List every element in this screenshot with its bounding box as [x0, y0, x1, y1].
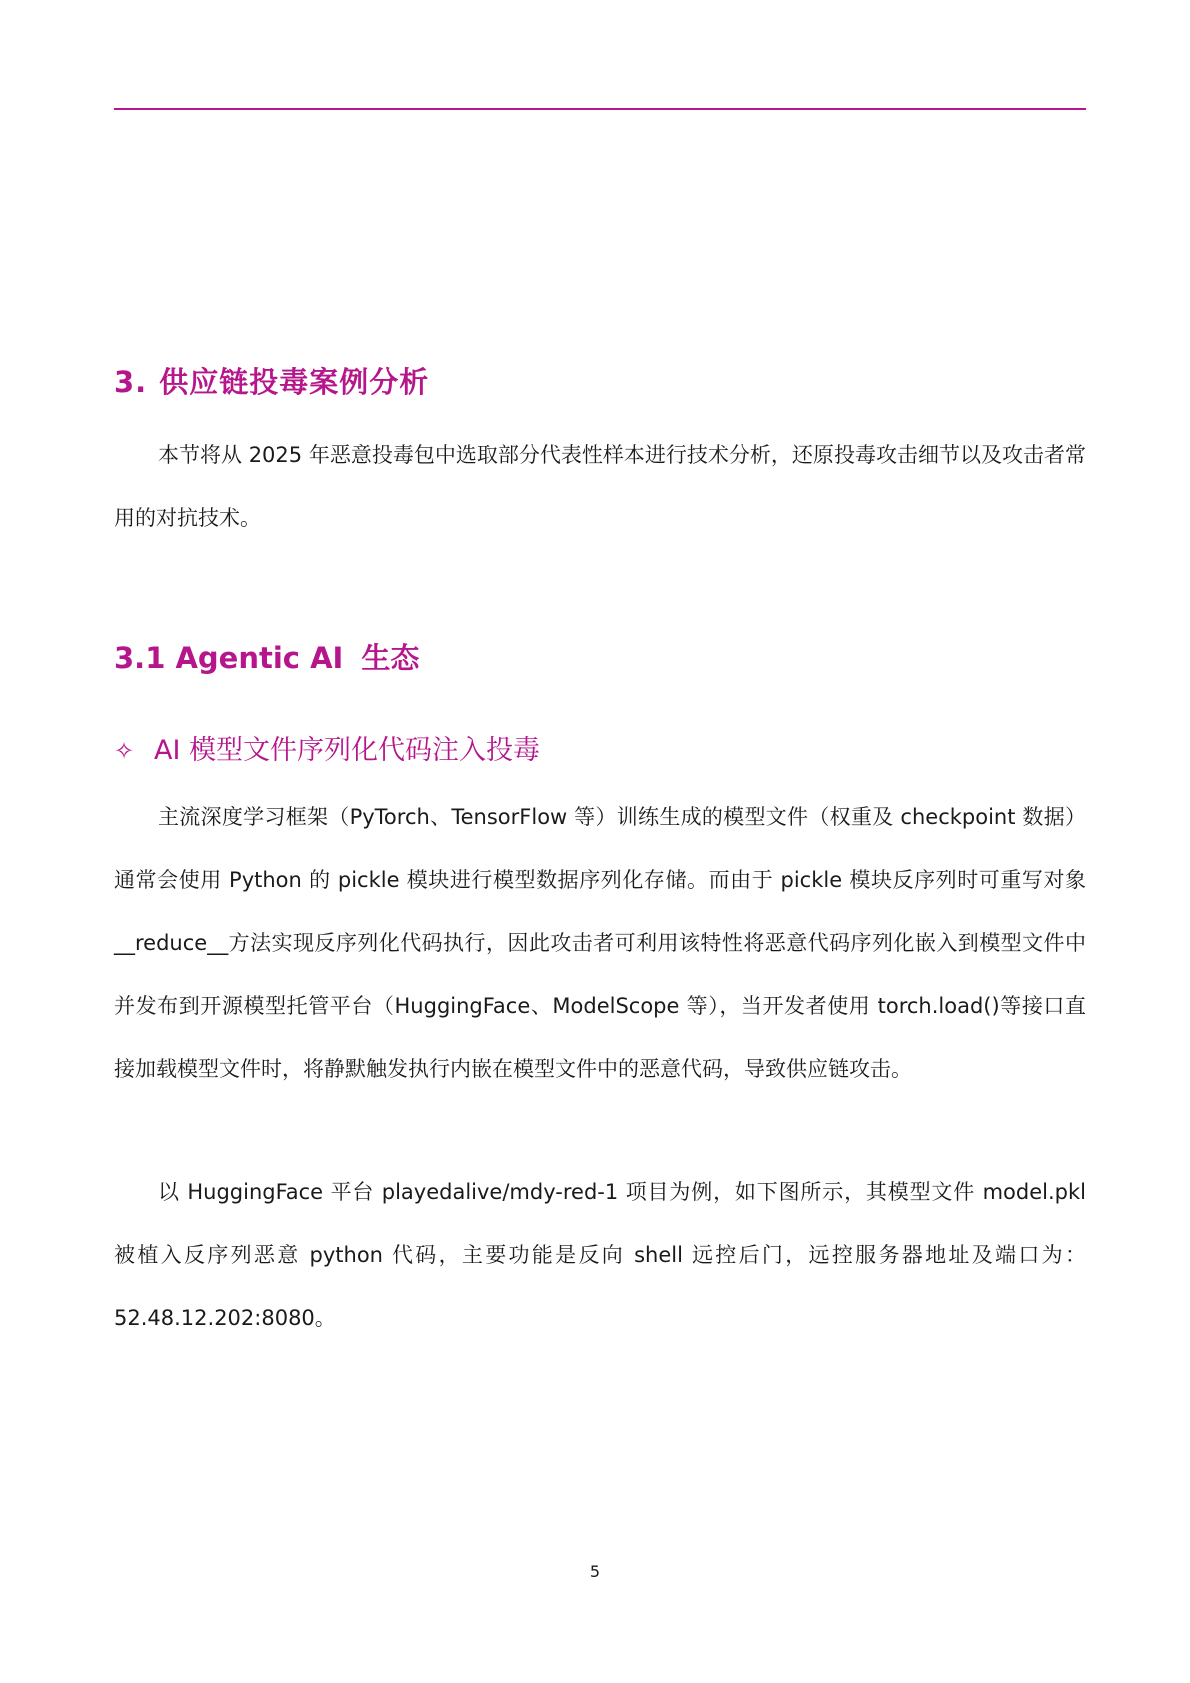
topic-heading — [114, 728, 540, 767]
section-heading — [114, 360, 429, 401]
body-paragraph-example: 以 HuggingFace 平台 playedalive/mdy-red-1 项目为例，如下图所示，其模型文件 model.pkl 被植入反序列恶意 python 代码，主要功能是反向 shell 远控后门，远控服务器地址及端口为：52.48.12.202:8080。 — [114, 1180, 1086, 1330]
header-rule — [114, 108, 1086, 110]
subsection-heading — [114, 636, 419, 677]
subsection-title-suffix: 生态 — [361, 641, 420, 675]
subsection-title: Agentic AI — [175, 641, 344, 675]
section-number: 3. — [114, 365, 148, 399]
page-number: 5 — [589, 1562, 601, 1581]
section-intro-paragraph: 本节将从 2025 年恶意投毒包中选取部分代表性样本进行技术分析，还原投毒攻击细节以及攻击者常用的对抗技术。 — [114, 443, 1086, 530]
body-paragraph-pickle: 主流深度学习框架（PyTorch、TensorFlow 等）训练生成的模型文件（权重及 checkpoint 数据）通常会使用 Python 的 pickle 模块进行模型数据序列化存储。而由于 pickle 模块反序列时可重写对象__reduce__方法实现反序列化代码执行，因此攻击者可利用该特性将恶意代码序列化嵌入到模型文件中并发布到开源模型托管平台（HuggingFace、ModelScope 等），当开发者使用 torch.load()等接口直接加载模型文件时，将静默触发执行内嵌在模型文件中的恶意代码，导致供应链攻击。 — [114, 805, 1086, 1081]
subsection-number: 3.1 — [114, 641, 166, 675]
sparkle-bullet-icon: ✧ — [114, 737, 135, 765]
section-title: 供应链投毒案例分析 — [159, 365, 430, 399]
topic-title: AI 模型文件序列化代码注入投毒 — [154, 735, 541, 766]
